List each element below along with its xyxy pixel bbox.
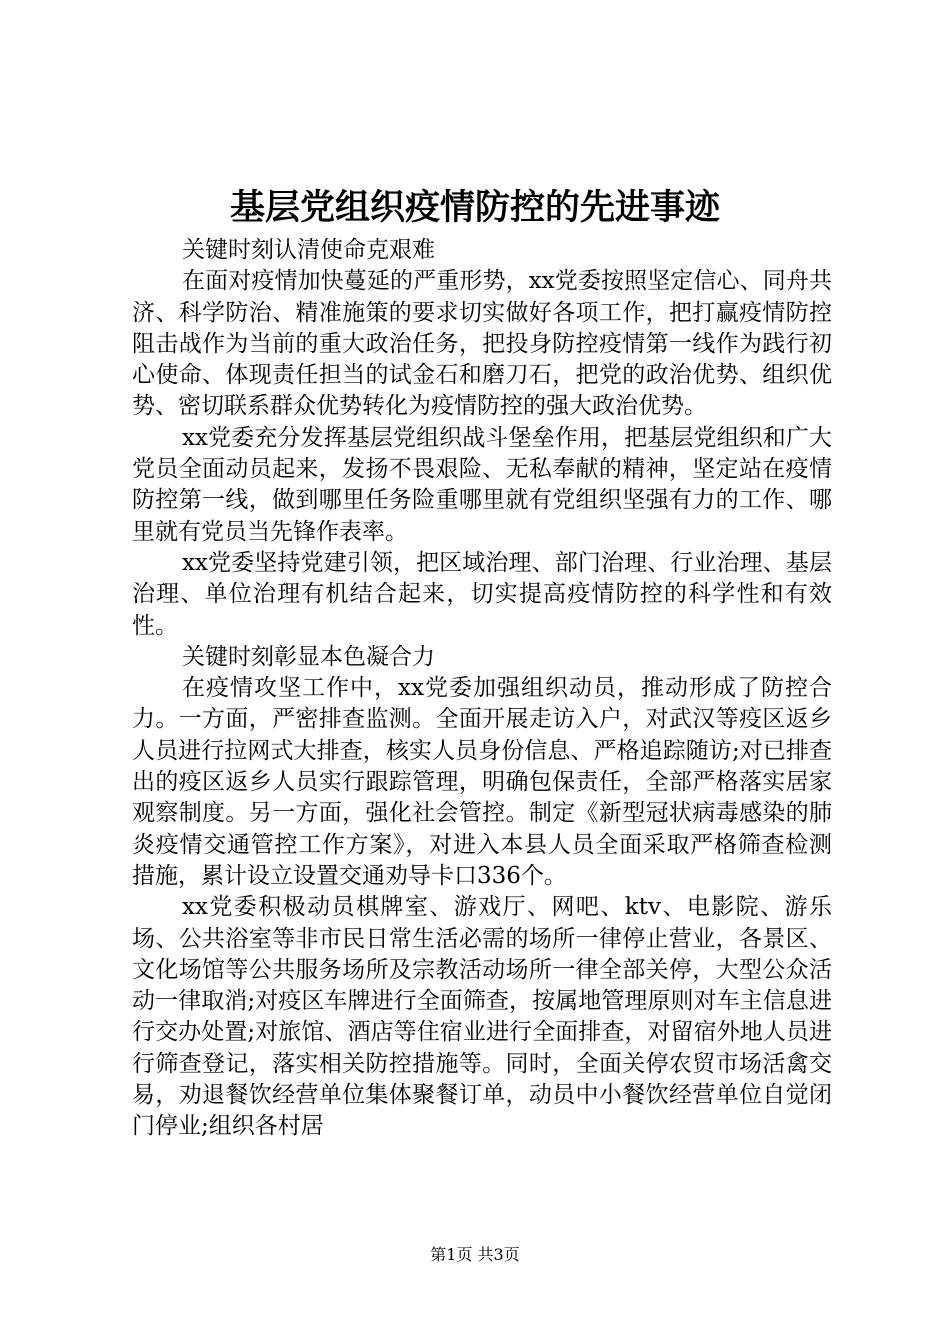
section-heading: 关键时刻彰显本色凝合力 xyxy=(182,643,435,670)
section-heading: 关键时刻认清使命克艰难 xyxy=(182,237,435,263)
body-paragraph: 在疫情攻坚工作中，xx党委加强组织动员，推动形成了防控合力。一方面，严密排查监测。全面开展走访入户，对武汉等疫区返乡人员进行拉网式大排查，核实人员身份信息、严格追踪随访;对已排查出的疫区返乡人员实行跟踪管理，明确包保责任，全部严格落实居家观察制度。另一方面，强化社会管控。制定《新型冠状病毒感染的肺炎疫情交通管控工作方案》，对进入本县人员全面采取严格筛查检测措施，累计设立设置交通劝导卡口336个。 xyxy=(132,675,832,889)
page-number-footer: 第1页 共3页 xyxy=(430,1245,520,1264)
document-title: 基层党组织疫情防控的先进事迹 xyxy=(229,187,720,228)
body-paragraph: xx党委积极动员棋牌室、游戏厅、网吧、ktv、电影院、游乐场、公共浴室等非市民日常生活必需的场所一律停止营业，各景区、文化场馆等公共服务场所及宗教活动场所一律全部关停，大型公众活动一律取消;对疫区车牌进行全面筛查，按属地管理原则对车主信息进行交办处置;对旅馆、酒店等住宿业进行全面排查，对留宿外地人员进行筛查登记，落实相关防控措施等。同时，全面关停农贸市场活禽交易，劝退餐饮经营单位集体聚餐订单，动员中小餐饮经营单位自觉闭门停业;组织各村居 xyxy=(132,894,832,1140)
document-body xyxy=(132,235,832,1143)
body-paragraph: 在面对疫情加快蔓延的严重形势，xx党委按照坚定信心、同舟共济、科学防治、精准施策的要求切实做好各项工作，把打赢疫情防控阻击战作为当前的重大政治任务，把投身防控疫情第一线作为践行初心使命、体现责任担当的试金石和磨刀石，把党的政治优势、组织优势、密切联系群众优势转化为疫情防控的强大政治优势。 xyxy=(132,268,832,420)
body-paragraph: xx党委充分发挥基层党组织战斗堡垒作用，把基层党组织和广大党员全面动员起来，发扬不畏艰险、无私奉献的精神，坚定站在疫情防控第一线，做到哪里任务险重哪里就有党组织坚强有力的工作、哪里就有党员当先锋作表率。 xyxy=(132,424,832,545)
body-paragraph: xx党委坚持党建引领，把区域治理、部门治理、行业治理、基层治理、单位治理有机结合起来，切实提高疫情防控的科学性和有效性。 xyxy=(132,549,832,639)
